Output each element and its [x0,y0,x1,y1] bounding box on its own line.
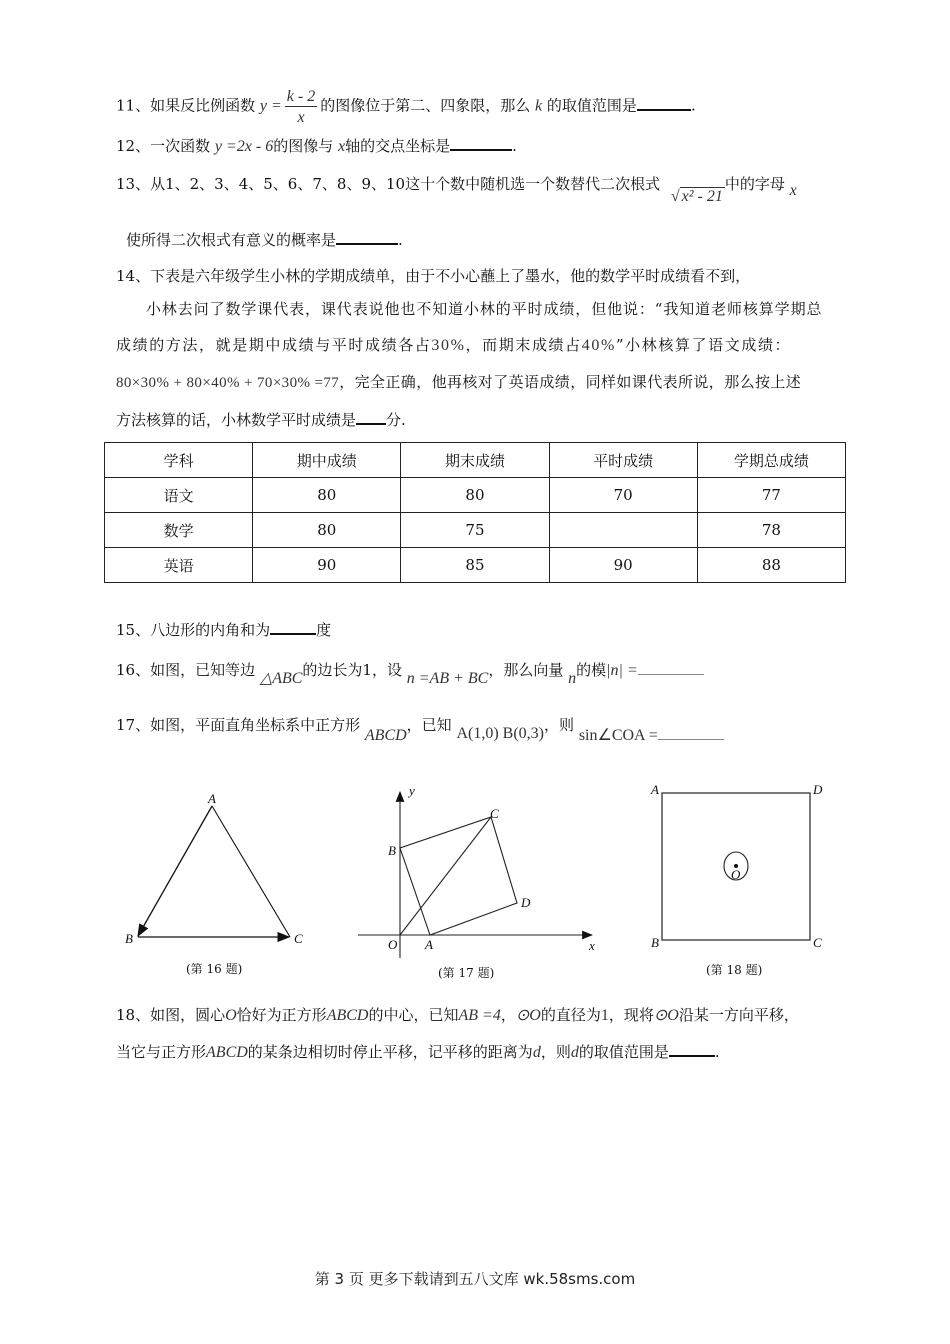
label-b: B [388,843,396,858]
label-c: C [813,935,822,950]
q-text: 恰好为正方形 [236,1006,327,1024]
label-b: B [651,935,659,950]
q-text: 的取值范围是 [546,96,637,115]
q-text: 的直径为 [540,1006,601,1024]
q-text: 小林去问了数学课代表，课代表说他也不知道小林的平时成绩，但他说：“我知道老师核算学期总 [146,300,823,318]
table-cell: 88 [697,548,845,583]
square-abcd [400,817,517,935]
q-text: 方法核算的话，小林数学平时成绩是 [116,411,357,429]
math: ABCD [364,727,407,744]
table-cell: 75 [401,513,549,548]
q-text: ，已知 [406,716,452,734]
table-cell: 78 [697,513,845,548]
table-header: 平时成绩 [549,443,697,478]
math: n =AB + BC [406,670,489,687]
table-header: 期末成绩 [401,443,549,478]
q-text: . [398,231,403,249]
math: 1 [600,1007,609,1024]
q-text: . [714,1043,720,1061]
math: A(1,0) B(0,3) [456,725,545,742]
q-text: 的取值范围是 [578,1043,669,1061]
table-cell: 90 [549,548,697,583]
q-text: ，那么向量 [488,661,564,679]
table-cell: 70 [549,478,697,513]
q-number: 18、 [116,1006,151,1024]
q-number: 16、 [116,661,151,679]
table-cell: 77 [697,478,845,513]
label-a: A [425,937,433,952]
math: △ABC [259,670,303,687]
q-text: . [512,137,517,155]
math: 30% [431,337,466,354]
label-o: O [731,867,741,882]
q-text: 的图像位于第二、四象限，那么 [320,96,531,115]
math: ⊙O [515,1007,541,1024]
q-text: 轴的交点坐标是 [345,137,451,155]
math: k [535,97,543,115]
math: ABCD [326,1007,369,1024]
table-cell: 85 [401,548,549,583]
table-header: 学科 [105,443,253,478]
q-text: 的图像与 [273,137,334,155]
table-header: 期中成绩 [253,443,401,478]
q-number: 12、 [116,137,151,155]
math: d [532,1044,541,1061]
math: 40% [581,337,616,354]
question-18 [116,1004,799,1027]
table-header: 学期总成绩 [697,443,845,478]
math: |n| = [606,662,638,679]
figure-caption: (第 18 题) [706,963,763,977]
math: sin∠COA = [578,727,658,744]
q-text: 的中心，已知 [368,1006,459,1024]
q-text: 的边长为1，设 [302,661,402,679]
q-number: 15、 [116,621,151,639]
numerator: k - 2 [286,88,316,105]
q-number: 11、 [116,96,151,115]
q-text: 如图，已知等边 [150,661,256,679]
q-text: 如图，圆心 [150,1006,226,1024]
q-text: 下表是六年级学生小林的学期成绩单，由于不小心蘸上了墨水，他的数学平时成绩看不到， [150,267,751,285]
q-number: 17、 [116,716,151,734]
math: x [789,182,797,199]
q-number: 13、 [116,175,151,193]
q-number: 14、 [116,267,151,285]
q-text: ，则 [540,1043,571,1061]
q-text: 的某条边相切时停止平移，记平移的距离为 [247,1043,533,1061]
math: AB =4 [458,1007,501,1024]
figure-caption: (第 17 题) [438,966,495,980]
label-x: x [589,938,595,953]
math: y = [259,97,282,115]
radicand: x² - 21 [681,188,723,205]
q-text: 中的字母 [724,175,785,193]
math: ⊙O [653,1007,679,1024]
q-text: ”小林核算了语文成绩： [615,336,792,354]
label-y: y [409,783,415,798]
q-text: 的模 [576,661,607,679]
q-text: . [690,96,696,115]
q-text: 分. [386,411,406,429]
figure-16-triangle [138,806,290,937]
math: d [570,1044,579,1061]
q-text: ，完全正确，他再核对了英语成绩，同样如课代表所说，那么按上述 [339,373,802,391]
table-cell: 90 [253,548,401,583]
q-text: 沿某一方向平移， [678,1006,799,1024]
answer-blank[interactable] [669,1041,715,1057]
label-a: A [651,782,659,797]
math: x [338,138,346,155]
q-text: 从1、2、3、4、5、6、7、8、9、10这十个数中随机选一个数替代二次根式 [150,175,661,193]
label-o: O [388,937,398,952]
q-text: 八边形的内角和为 [150,621,271,639]
math: O [225,1007,237,1024]
figure-caption: (第 16 题) [186,962,243,976]
label-c: C [294,931,303,946]
label-d: D [521,895,531,910]
q-text: 成绩的方法，就是期中成绩与平时成绩各占 [116,336,432,354]
table-cell: 数学 [105,513,253,548]
table-cell: 英语 [105,548,253,583]
table-cell: 语文 [105,478,253,513]
math: n [568,670,577,687]
label-d: D [813,782,823,797]
q-text: 当它与正方形 [116,1043,207,1061]
side-ac [212,806,290,937]
q-text: ，则 [544,716,575,734]
q-text: 使所得二次根式有意义的概率是 [126,231,337,249]
denominator: x [297,109,305,126]
vector-ab [138,806,212,936]
math: ABCD [206,1044,248,1061]
label-b: B [125,931,133,946]
question-18-cont [116,1041,720,1064]
q-text: ， [500,1006,516,1024]
math: y =2x - 6 [214,138,274,155]
q-text: ，现将 [608,1006,654,1024]
label-a: A [208,791,216,806]
table-cell: 80 [253,478,401,513]
sqrt-expression: √ x² - 21 [670,188,723,205]
table-cell: 80 [253,513,401,548]
page-footer: 第 3 页 更多下载请到五八文库 wk.58sms.com [314,1270,636,1288]
q-text: ，而期末成绩占 [465,336,582,354]
math: 80×30% + 80×40% + 70×30% =77 [116,375,340,391]
q-text: 如图，平面直角坐标系中正方形 [150,716,361,734]
q-text: 一次函数 [150,137,211,155]
q-text: 度 [316,621,332,639]
table-cell: 80 [401,478,549,513]
q-text: 如果反比例函数 [150,96,256,115]
label-c: C [490,806,499,821]
